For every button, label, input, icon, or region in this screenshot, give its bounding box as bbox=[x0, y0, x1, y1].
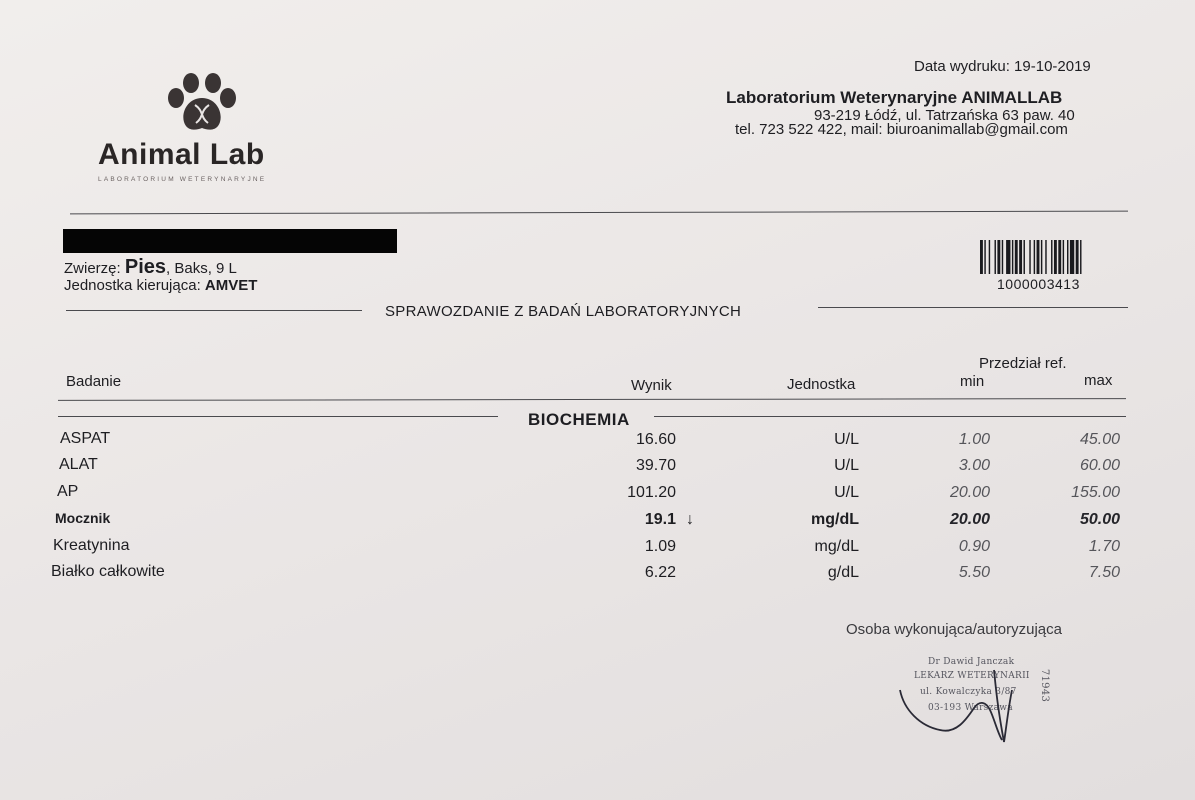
barcode-bar bbox=[1029, 240, 1030, 274]
row-result: 101.20 bbox=[627, 484, 676, 501]
row-ref-max: 50.00 bbox=[1079, 511, 1120, 528]
barcode-bar bbox=[1058, 240, 1061, 274]
row-unit: U/L bbox=[834, 484, 859, 501]
stamp-street: ul. Kowalczyka 3/87 bbox=[920, 687, 1017, 697]
barcode-bar bbox=[1054, 240, 1057, 274]
barcode-bar bbox=[1019, 240, 1022, 274]
barcode-bar bbox=[1015, 240, 1018, 274]
lab-address: 93-219 Łódź, ul. Tatrzańska 63 paw. 40 bbox=[814, 107, 1075, 124]
row-unit: g/dL bbox=[827, 564, 859, 581]
barcode-bar bbox=[1024, 240, 1025, 274]
signer-label: Osoba wykonująca/autoryzująca bbox=[846, 621, 1062, 638]
animal-line bbox=[64, 256, 237, 279]
barcode-bar bbox=[1037, 240, 1040, 274]
row-ref-min: 20.00 bbox=[949, 511, 990, 528]
row-test-name: AP bbox=[57, 483, 79, 500]
lab-name: Laboratorium Weterynaryjne ANIMALLAB bbox=[726, 88, 1063, 107]
barcode-bar bbox=[980, 240, 983, 274]
title-divider-left bbox=[66, 310, 362, 311]
row-flag-low: ↓ bbox=[686, 511, 694, 528]
stamp-title: LEKARZ WETERYNARII bbox=[914, 671, 1030, 681]
redaction-bar bbox=[63, 229, 397, 253]
barcode-bar bbox=[1070, 240, 1074, 274]
section-title: BIOCHEMIA bbox=[528, 410, 630, 429]
barcode-bar bbox=[995, 240, 996, 274]
row-result: 19.1 bbox=[644, 511, 676, 528]
row-unit: U/L bbox=[834, 431, 859, 448]
barcode-bar bbox=[1076, 240, 1079, 274]
header-unit: Jednostka bbox=[787, 376, 856, 393]
row-result: 1.09 bbox=[644, 538, 676, 555]
animal-species: Pies bbox=[124, 256, 167, 278]
lab-contact: tel. 723 522 422, mail: biuroanimallab@gmail.com bbox=[735, 121, 1068, 138]
row-ref-max: 60.00 bbox=[1079, 457, 1120, 474]
row-test-name: Kreatynina bbox=[53, 537, 130, 554]
barcode-number: 1000003413 bbox=[997, 276, 1080, 292]
header-test: Badanie bbox=[66, 373, 122, 390]
row-test-name: ASPAT bbox=[60, 430, 111, 447]
row-ref-max: 7.50 bbox=[1088, 564, 1120, 581]
referring-unit-value: AMVET bbox=[204, 277, 258, 294]
row-ref-min: 0.90 bbox=[958, 538, 990, 555]
barcode bbox=[980, 240, 1118, 274]
row-ref-min: 1.00 bbox=[958, 431, 990, 448]
header-min: min bbox=[960, 373, 985, 390]
row-test-name: ALAT bbox=[59, 456, 98, 473]
referring-unit-label: Jednostka kierująca: bbox=[64, 277, 201, 294]
print-date: Data wydruku: 19-10-2019 bbox=[914, 58, 1091, 75]
barcode-bar bbox=[997, 240, 1000, 274]
barcode-bar bbox=[1012, 240, 1013, 274]
animal-details: , Baks, 9 L bbox=[166, 260, 237, 277]
stamp-number: 71943 bbox=[1039, 668, 1051, 703]
row-test-name: Mocznik bbox=[55, 510, 111, 526]
section-divider-right bbox=[654, 416, 1126, 417]
row-result: 16.60 bbox=[635, 431, 676, 448]
barcode-bar bbox=[984, 240, 985, 274]
row-ref-min: 3.00 bbox=[958, 457, 990, 474]
barcode-bar bbox=[1067, 240, 1068, 274]
barcode-bar bbox=[1006, 240, 1010, 274]
stamp-city: 03-193 Warszawa bbox=[928, 703, 1013, 713]
row-ref-max: 45.00 bbox=[1079, 431, 1120, 448]
barcode-bar bbox=[1034, 240, 1035, 274]
barcode-bar bbox=[1041, 240, 1042, 274]
barcode-bar bbox=[1063, 240, 1064, 274]
report-title: SPRAWOZDANIE Z BADAŃ LABORATORYJNYCH bbox=[385, 303, 742, 320]
doctor-stamp bbox=[890, 650, 1060, 746]
row-result: 39.70 bbox=[635, 457, 676, 474]
row-ref-max: 1.70 bbox=[1088, 538, 1120, 555]
referring-unit-line bbox=[64, 277, 257, 294]
title-divider-right bbox=[818, 307, 1128, 308]
barcode-bar bbox=[989, 240, 990, 274]
row-unit: mg/dL bbox=[811, 511, 859, 528]
barcode-bar bbox=[1051, 240, 1052, 274]
signature-scribble bbox=[890, 650, 1060, 746]
animal-label: Zwierzę: bbox=[64, 260, 121, 277]
header-max: max bbox=[1084, 372, 1113, 389]
section-divider-left bbox=[58, 416, 498, 417]
barcode-bar bbox=[1045, 240, 1046, 274]
header-rule bbox=[58, 398, 1126, 401]
paw-icon bbox=[164, 72, 240, 134]
row-ref-min: 5.50 bbox=[958, 564, 990, 581]
row-unit: U/L bbox=[834, 457, 859, 474]
header-divider bbox=[70, 211, 1128, 215]
header-ref-range: Przedział ref. bbox=[979, 355, 1067, 372]
row-ref-min: 20.00 bbox=[949, 484, 990, 501]
row-result: 6.22 bbox=[644, 564, 676, 581]
header-result: Wynik bbox=[631, 377, 672, 394]
row-ref-max: 155.00 bbox=[1071, 484, 1120, 501]
barcode-bar bbox=[1080, 240, 1081, 274]
row-test-name: Białko całkowite bbox=[51, 563, 165, 580]
row-unit: mg/dL bbox=[814, 538, 859, 555]
logo-name: Animal Lab bbox=[98, 138, 265, 171]
barcode-bar bbox=[1002, 240, 1003, 274]
stamp-name: Dr Dawid Janczak bbox=[928, 657, 1015, 667]
logo-subtitle: LABORATORIUM WETERYNARYJNE bbox=[98, 176, 267, 183]
